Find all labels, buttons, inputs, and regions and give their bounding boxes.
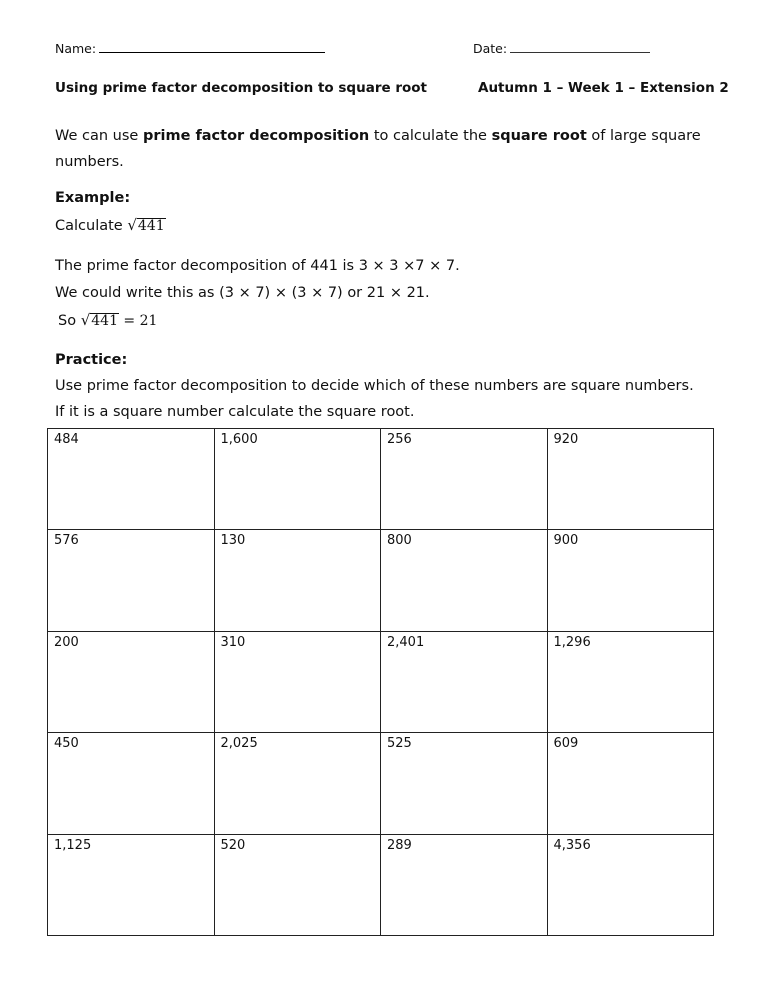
grid-cell[interactable]: 1,296 — [547, 631, 714, 732]
grid-cell[interactable]: 525 — [381, 733, 548, 834]
grid-cell[interactable]: 2,025 — [214, 733, 381, 834]
practice-line-1: Use prime factor decomposition to decide which of these numbers are square numbers. — [55, 378, 694, 394]
example-result — [58, 311, 157, 329]
worksheet-title: Using prime factor decomposition to square root — [55, 80, 427, 96]
date-label: Date: — [473, 41, 508, 56]
grid-cell[interactable]: 1,600 — [214, 429, 381, 530]
grid-row — [48, 834, 714, 935]
grid-cell[interactable]: 450 — [48, 733, 215, 834]
sqrt-symbol-icon: √ — [80, 311, 91, 329]
grid-row — [48, 530, 714, 631]
intro-bold-1: prime factor decomposition — [142, 128, 370, 144]
grid-row — [48, 733, 714, 834]
grid-cell[interactable]: 576 — [48, 530, 215, 631]
intro-paragraph — [55, 123, 715, 175]
result-value: = 21 — [118, 313, 158, 329]
grid-cell[interactable]: 920 — [547, 429, 714, 530]
grid-cell[interactable]: 289 — [381, 834, 548, 935]
grid-cell[interactable]: 130 — [214, 530, 381, 631]
so-label: So — [58, 313, 81, 329]
grid-cell[interactable]: 609 — [547, 733, 714, 834]
intro-text-3: of large square numbers. — [55, 128, 701, 170]
sqrt-expression — [127, 216, 165, 234]
week-label: Autumn 1 – Week 1 – Extension 2 — [478, 80, 729, 96]
practice-grid — [47, 428, 714, 936]
calculate-label: Calculate — [55, 218, 128, 234]
date-line[interactable] — [510, 40, 650, 53]
radicand: 441 — [137, 217, 165, 234]
intro-text-1: We can use — [55, 128, 143, 144]
name-line[interactable] — [99, 40, 325, 53]
date-field[interactable] — [473, 40, 650, 56]
grid-cell[interactable]: 520 — [214, 834, 381, 935]
result-radicand: 441 — [91, 312, 118, 329]
sqrt-symbol-icon: √ — [127, 216, 137, 234]
grid-cell[interactable]: 2,401 — [381, 631, 548, 732]
name-field[interactable] — [55, 40, 325, 56]
name-label: Name: — [55, 41, 97, 56]
example-calculate — [55, 216, 166, 234]
example-line-2: We could write this as (3 × 7) × (3 × 7) or 21 × 21. — [55, 285, 430, 301]
grid-cell[interactable]: 310 — [214, 631, 381, 732]
intro-bold-2: square root — [491, 128, 587, 144]
grid-cell[interactable]: 256 — [381, 429, 548, 530]
result-sqrt-expression — [81, 311, 119, 329]
grid-cell[interactable]: 1,125 — [48, 834, 215, 935]
grid-cell[interactable]: 4,356 — [547, 834, 714, 935]
grid-row — [48, 631, 714, 732]
grid-cell[interactable]: 484 — [48, 429, 215, 530]
grid-cell[interactable]: 800 — [381, 530, 548, 631]
example-heading: Example: — [55, 190, 131, 206]
intro-text-2: to calculate the — [369, 128, 492, 144]
practice-heading: Practice: — [55, 352, 128, 368]
grid-cell[interactable]: 900 — [547, 530, 714, 631]
example-line-1: The prime factor decomposition of 441 is 3 × 3 ×7 × 7. — [55, 258, 460, 274]
practice-line-2: If it is a square number calculate the square root. — [55, 404, 415, 420]
grid-row — [48, 429, 714, 530]
grid-cell[interactable]: 200 — [48, 631, 215, 732]
